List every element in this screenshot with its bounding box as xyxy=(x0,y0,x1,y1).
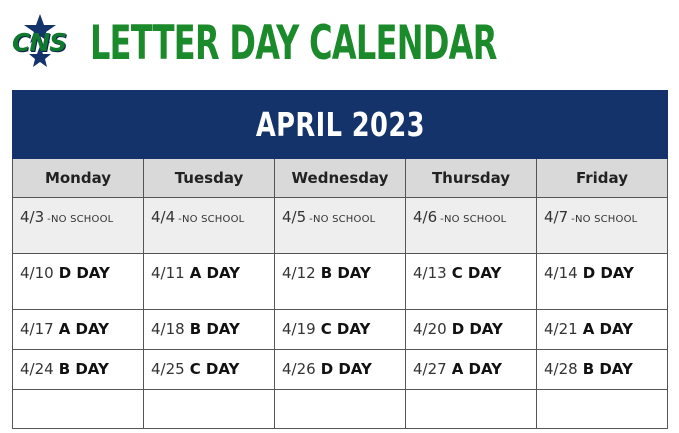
day-date: 4/17 xyxy=(20,320,54,338)
calendar-day-cell xyxy=(144,390,275,429)
no-school-note: -NO SCHOOL xyxy=(571,214,638,225)
letter-day-label: B DAY xyxy=(320,264,371,282)
calendar-day-cell xyxy=(13,390,144,429)
school-logo xyxy=(6,12,90,74)
day-date: 4/27 xyxy=(413,360,447,378)
calendar-day-cell xyxy=(406,198,537,254)
day-date: 4/7 xyxy=(544,208,569,226)
day-date: 4/24 xyxy=(20,360,54,378)
letter-day-label: A DAY xyxy=(58,320,110,338)
day-date: 4/26 xyxy=(282,360,316,378)
calendar-day-cell xyxy=(275,350,406,390)
weekday-header-friday: Friday xyxy=(537,159,668,198)
calendar-day-cell xyxy=(144,198,275,254)
day-date: 4/4 xyxy=(151,208,176,226)
day-date: 4/21 xyxy=(544,320,578,338)
day-date: 4/18 xyxy=(151,320,185,338)
day-date: 4/13 xyxy=(413,264,447,282)
letter-day-label: B DAY xyxy=(189,320,240,338)
day-date: 4/6 xyxy=(413,208,438,226)
letter-day-label: C DAY xyxy=(189,360,240,378)
month-title: APRIL 2023 xyxy=(13,91,668,159)
letter-day-label: A DAY xyxy=(451,360,503,378)
letter-day-label: C DAY xyxy=(451,264,502,282)
weekday-header-thursday: Thursday xyxy=(406,159,537,198)
calendar-day-cell xyxy=(537,390,668,429)
calendar-day-cell xyxy=(13,254,144,310)
no-school-note: -NO SCHOOL xyxy=(47,214,114,225)
calendar-day-cell xyxy=(537,254,668,310)
day-date: 4/10 xyxy=(20,264,54,282)
no-school-note: -NO SCHOOL xyxy=(440,214,507,225)
letter-day-label: B DAY xyxy=(58,360,109,378)
day-date: 4/5 xyxy=(282,208,307,226)
calendar-day-cell xyxy=(537,198,668,254)
weekday-header-row xyxy=(13,159,668,198)
calendar-day-cell xyxy=(406,254,537,310)
day-date: 4/12 xyxy=(282,264,316,282)
calendar-day-cell xyxy=(406,350,537,390)
calendar-day-cell xyxy=(275,198,406,254)
calendar-table xyxy=(12,90,668,429)
week-row xyxy=(13,310,668,350)
calendar-day-cell xyxy=(144,310,275,350)
calendar-day-cell xyxy=(406,390,537,429)
calendar-day-cell xyxy=(275,254,406,310)
no-school-note: -NO SCHOOL xyxy=(309,214,376,225)
letter-day-label: D DAY xyxy=(320,360,372,378)
calendar-day-cell xyxy=(13,310,144,350)
calendar-day-cell xyxy=(13,350,144,390)
week-row xyxy=(13,390,668,429)
letter-day-label: D DAY xyxy=(451,320,503,338)
no-school-note: -NO SCHOOL xyxy=(178,214,245,225)
letter-day-label: B DAY xyxy=(582,360,633,378)
weekday-header-tuesday: Tuesday xyxy=(144,159,275,198)
day-date: 4/19 xyxy=(282,320,316,338)
day-date: 4/28 xyxy=(544,360,578,378)
weekday-header-wednesday: Wednesday xyxy=(275,159,406,198)
letter-day-label: C DAY xyxy=(320,320,371,338)
day-date: 4/20 xyxy=(413,320,447,338)
calendar-day-cell xyxy=(275,310,406,350)
page-title: LETTER DAY CALENDAR xyxy=(90,16,497,71)
calendar-day-cell xyxy=(13,198,144,254)
week-row xyxy=(13,198,668,254)
letter-day-label: A DAY xyxy=(189,264,241,282)
calendar-day-cell xyxy=(144,350,275,390)
calendar-day-cell xyxy=(406,310,537,350)
calendar-day-cell xyxy=(275,390,406,429)
page-header xyxy=(6,12,676,76)
calendar-day-cell xyxy=(537,350,668,390)
week-row xyxy=(13,254,668,310)
day-date: 4/11 xyxy=(151,264,185,282)
day-date: 4/14 xyxy=(544,264,578,282)
day-date: 4/3 xyxy=(20,208,45,226)
weekday-header-monday: Monday xyxy=(13,159,144,198)
letter-day-label: A DAY xyxy=(582,320,634,338)
letter-day-label: D DAY xyxy=(582,264,634,282)
calendar-day-cell xyxy=(537,310,668,350)
letter-day-label: D DAY xyxy=(58,264,110,282)
week-row xyxy=(13,350,668,390)
day-date: 4/25 xyxy=(151,360,185,378)
calendar-day-cell xyxy=(144,254,275,310)
logo-text: CNS xyxy=(12,28,67,57)
